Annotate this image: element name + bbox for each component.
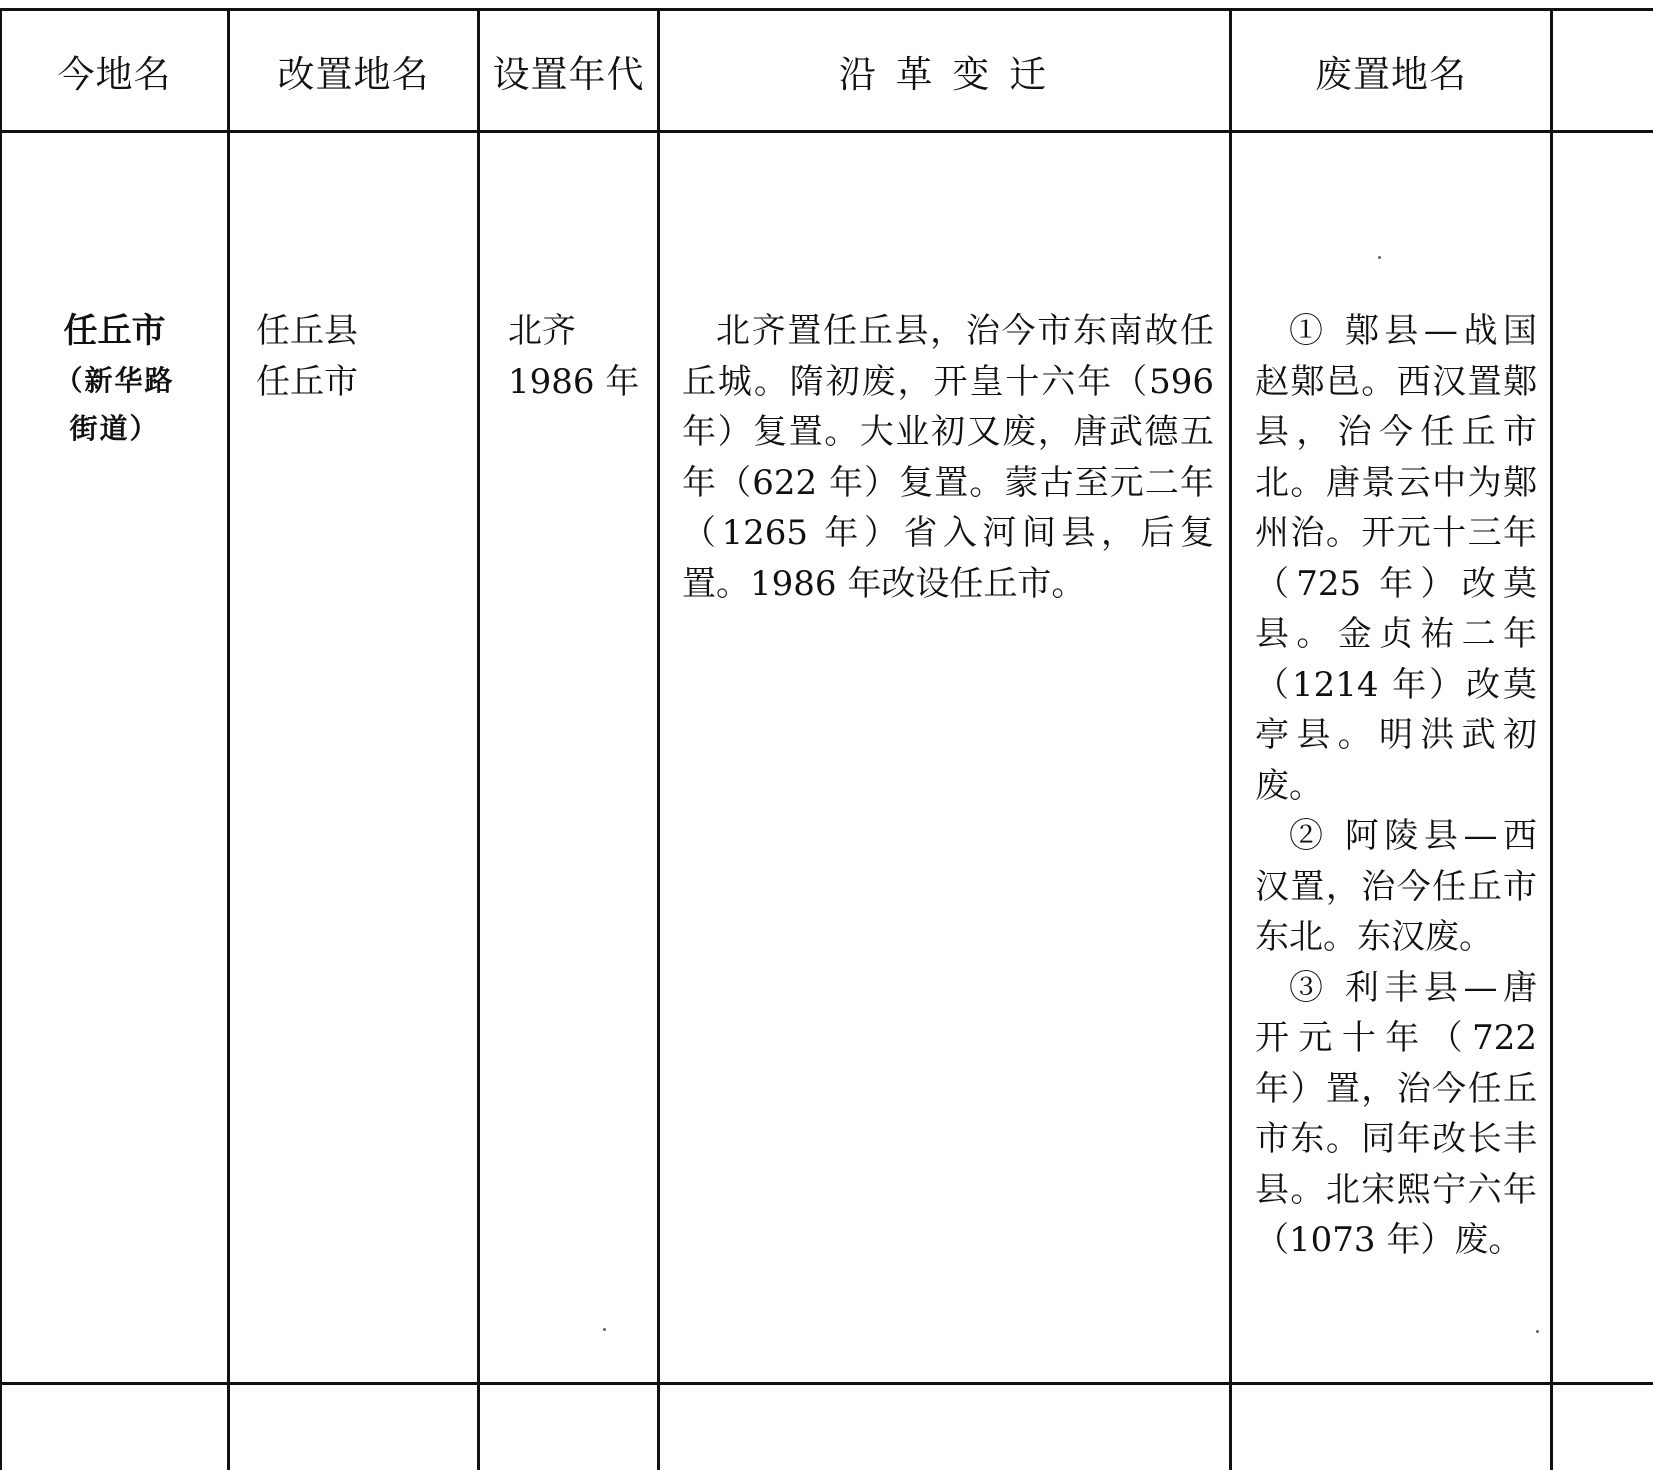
scan-speck	[1536, 1330, 1539, 1333]
column-divider	[477, 8, 480, 1470]
cell-abolished-names	[1255, 306, 1537, 1266]
scan-speck	[1378, 256, 1381, 259]
cell-renamed-names	[256, 306, 466, 407]
scan-speck	[603, 1328, 606, 1331]
header-current-name: 今地名	[57, 52, 172, 96]
current-name-note: （新华路街道）	[54, 363, 175, 445]
abolished-entry: ② 阿陵县—西汉置，治今任丘市东北。东汉废。	[1255, 816, 1537, 957]
header-renamed-name: 改置地名	[277, 52, 430, 96]
renamed-name: 任丘市	[256, 361, 358, 402]
column-divider	[227, 8, 230, 1470]
cell-current-name	[2, 306, 227, 453]
header-bottom-border	[0, 130, 1653, 133]
header-abolished-names: 废置地名	[1315, 52, 1467, 96]
column-divider	[1550, 8, 1553, 1470]
abolished-entry: ① 鄚县—战国赵鄚邑。西汉置鄚县，治今任丘市北。唐景云中为鄚州治。开元十三年（725 年）改莫县。金贞祐二年（1214 年）改莫亭县。明洪武初废。	[1255, 311, 1537, 806]
abolished-entry: ③ 利丰县—唐开元十年（722 年）置，治今任丘市东。同年改长丰县。北宋熙宁六年（1073 年）废。	[1255, 967, 1537, 1260]
cell-established-years	[508, 306, 658, 407]
history-text: 北齐置任丘县，治今市东南故任丘城。隋初废，开皇十六年（596年）复置。大业初又废，唐武德五年（622 年）复置。蒙古至元二年（1265 年）省入河间县，后复置。1986 年改设任丘市。	[682, 311, 1214, 604]
established-year: 1986 年	[508, 361, 640, 402]
renamed-name: 任丘县	[256, 311, 358, 351]
current-name: 任丘市	[63, 311, 166, 351]
column-divider	[0, 8, 2, 1470]
table-bottom-border	[0, 1382, 1653, 1385]
established-year: 北齐	[508, 311, 576, 351]
header-established-era: 设置年代	[492, 52, 645, 96]
column-divider	[1229, 8, 1232, 1470]
column-divider	[657, 8, 660, 1470]
header-history: 沿 革 变 迁	[838, 52, 1051, 96]
